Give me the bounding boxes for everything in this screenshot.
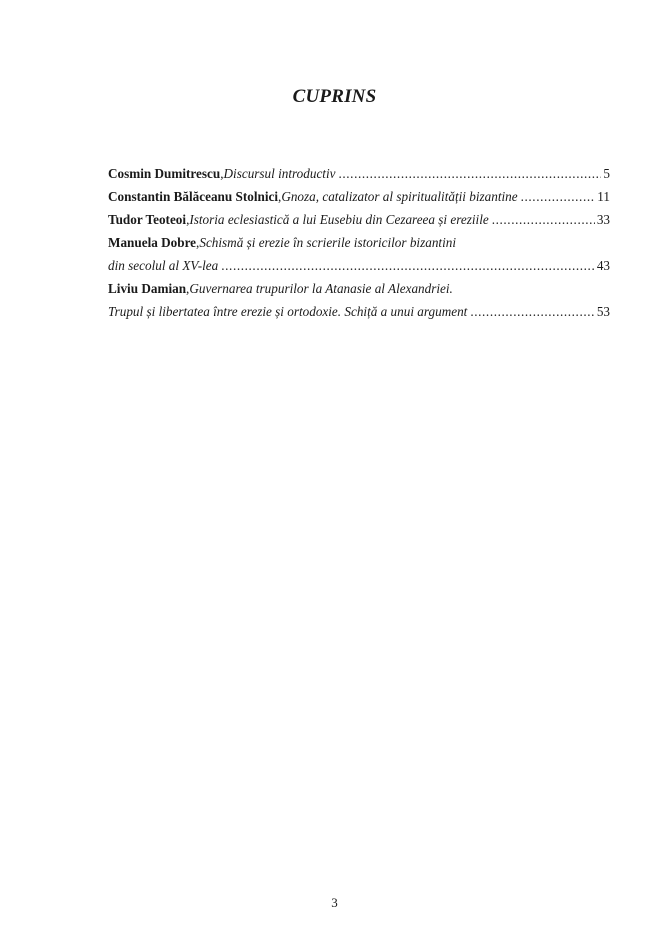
toc-separator: , xyxy=(186,281,190,296)
toc-entry xyxy=(108,231,610,277)
table-of-contents xyxy=(108,162,610,323)
toc-entry xyxy=(108,162,610,185)
toc-separator: , xyxy=(278,189,282,204)
toc-leader-dots xyxy=(221,254,595,277)
toc-page-number: 5 xyxy=(603,166,610,181)
page-number: 3 xyxy=(331,895,338,910)
toc-line xyxy=(108,300,610,323)
toc-entry xyxy=(108,208,610,231)
toc-work-title: Schismă și erezie în scrierile istoricilor bizantini xyxy=(199,235,456,250)
toc-entry xyxy=(108,277,610,323)
toc-author: Tudor Teoteoi xyxy=(108,212,187,227)
toc-line xyxy=(108,254,610,277)
toc-separator: , xyxy=(220,166,224,181)
toc-work-title: Guvernarea trupurilor la Atanasie al Alexandriei. xyxy=(189,281,453,296)
toc-author: Constantin Bălăceanu Stolnici xyxy=(108,189,279,204)
toc-leader-dots xyxy=(338,162,601,185)
toc-leader-dots xyxy=(492,208,595,231)
toc-page-number: 43 xyxy=(596,258,610,273)
toc-leader-dots xyxy=(521,185,596,208)
toc-separator: , xyxy=(186,212,190,227)
toc-work-title: Gnoza, catalizator al spiritualității bizantine xyxy=(281,189,518,204)
toc-page-number: 11 xyxy=(597,189,610,204)
toc-page-number: 53 xyxy=(596,304,610,319)
toc-author: Cosmin Dumitrescu xyxy=(108,166,221,181)
toc-separator: , xyxy=(196,235,200,250)
page-title: CUPRINS xyxy=(292,86,377,107)
toc-page-number: 33 xyxy=(596,212,610,227)
toc-work-title: Discursul introductiv xyxy=(223,166,336,181)
toc-author: Liviu Damian xyxy=(108,281,187,296)
toc-line xyxy=(108,208,610,231)
toc-author: Manuela Dobre xyxy=(108,235,197,250)
toc-work-title: Istoria eclesiastică a lui Eusebiu din Cezareea și ereziile xyxy=(189,212,489,227)
toc-leader-dots xyxy=(470,300,594,323)
toc-line xyxy=(108,277,610,300)
toc-line xyxy=(108,162,610,185)
toc-line xyxy=(108,185,610,208)
toc-line xyxy=(108,231,610,254)
toc-work-title-continued: din secolul al XV-lea xyxy=(108,258,219,273)
toc-entry xyxy=(108,185,610,208)
toc-work-title-continued: Trupul și libertatea între erezie și ortodoxie. Schiță a unui argument xyxy=(108,304,468,319)
